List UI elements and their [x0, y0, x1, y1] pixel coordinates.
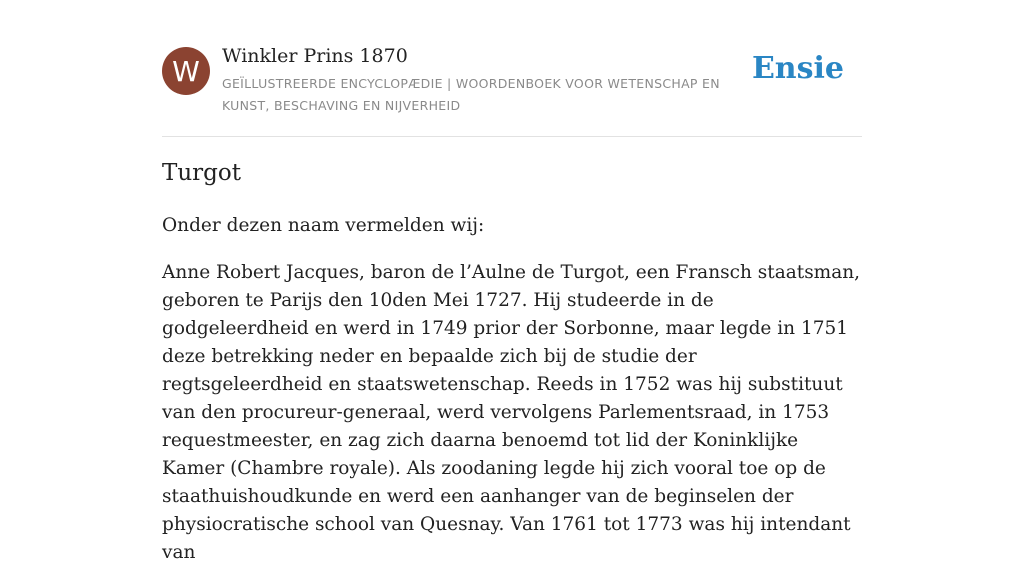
- page-container: [162, 0, 862, 563]
- source-avatar[interactable]: W: [162, 47, 210, 95]
- source-subtitle: GEÏLLUSTREERDE ENCYCLOPÆDIE | WOORDENBOEK VOOR WETENSCHAP EN KUNST, BESCHAVING EN NIJVERHEID: [222, 76, 720, 113]
- ensie-logo-link[interactable]: Ensie: [751, 51, 844, 86]
- article-intro: Onder dezen naam vermelden wij:: [162, 215, 485, 236]
- source-header: [162, 0, 862, 137]
- article-title: Turgot: [162, 160, 241, 186]
- article-body: Anne Robert Jacques, baron de l’Aulne de Turgot, een Fransch staatsman, geboren te Parijs den 10den Mei 1727. Hij studeerde in de godgeleerdheid en werd in 1749 prior der Sorbonne, maar legde in 1751 deze betrekking neder en bepaalde zich bij de studie der regtsgeleerdheid en staatswetenschap. Reeds in 1752 was hij substituut van den procureur-generaal, werd vervolgens Parlementsraad, in 1753 requestmeester, en zag zich daarna benoemd tot lid der Koninklijke Kamer (Chambre royale). Als zoodaning legde hij zich vooral toe op de staathuishoudkunde en werd een aanhanger van de beginselen der physiocratische school van Quesnay. Van 1761 tot 1773 was hij intendant van: [162, 262, 861, 563]
- source-title[interactable]: Winkler Prins 1870: [222, 45, 408, 67]
